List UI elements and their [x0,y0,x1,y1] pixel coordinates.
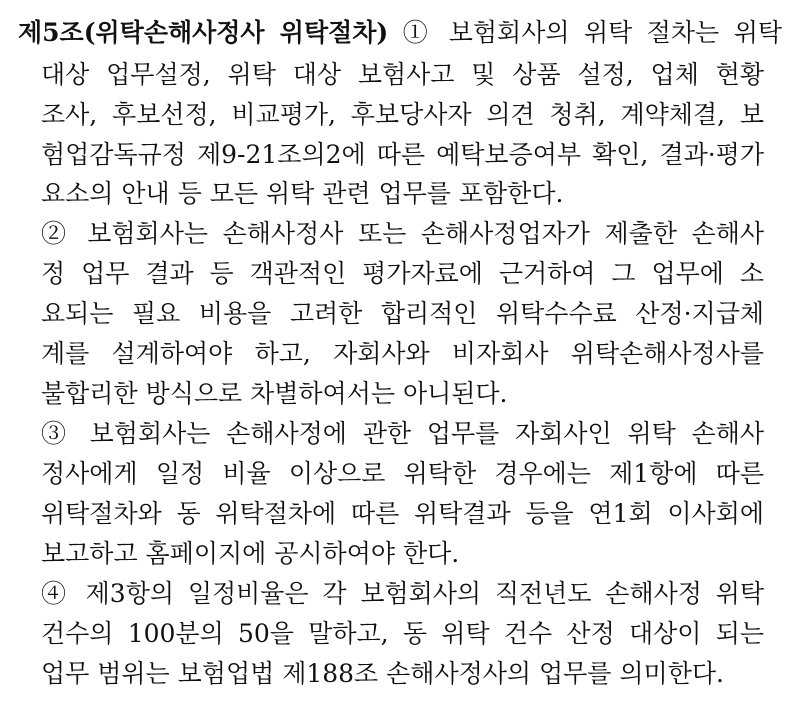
paragraph-3-line-2: 정사에게 일정 비율 이상으로 위탁한 경우에는 제1항에 따른 [41,459,764,488]
paragraph-2-line-4: 계를 설계하여야 하고, 자회사와 비자회사 위탁손해사정사를 [41,339,764,368]
paragraph-1-line-2: 대상 업무설정, 위탁 대상 보험사고 및 상품 설정, 업체 현황 [41,60,764,89]
paragraph-1-line-3: 조사, 후보선정, 비교평가, 후보당사자 의견 청취, 계약체결, 보 [41,100,764,129]
paragraph-1-line-1: ① 보험회사의 위탁 절차는 위탁 [402,18,782,47]
paragraph-1-line-5: 요소의 안내 등 모든 위탁 관련 업무를 포함한다. [41,179,564,208]
paragraph-3-line-3: 위탁절차와 동 위탁절차에 따른 위탁결과 등을 연1회 이사회에 [41,499,764,528]
paragraph-4-line-2: 건수의 100분의 50을 말하고, 동 위탁 건수 산정 대상이 되는 [41,619,764,648]
paragraph-2-line-3: 요되는 필요 비용을 고려한 합리적인 위탁수수료 산정·지급체 [41,299,764,328]
paragraph-2-line-1: ② 보험회사는 손해사정사 또는 손해사정업자가 제출한 손해사 [41,219,764,248]
paragraph-4-line-3: 업무 범위는 보험업법 제188조 손해사정사의 업무를 의미한다. [41,659,724,688]
paragraph-4-line-1: ④ 제3항의 일정비율은 각 보험회사의 직전년도 손해사정 위탁 [41,579,764,608]
paragraph-2-line-2: 정 업무 결과 등 객관적인 평가자료에 근거하여 그 업무에 소 [41,259,764,288]
paragraph-2-line-5: 불합리한 방식으로 차별하여서는 아니된다. [41,379,508,408]
article-first-line [18,13,782,53]
paragraph-3-line-1: ③ 보험회사는 손해사정에 관한 업무를 자회사인 위탁 손해사 [41,419,764,448]
paragraph-1-line-4: 험업감독규정 제9-21조의2에 따른 예탁보증여부 확인, 결과·평가 [41,140,764,169]
paragraph-3-line-4: 보고하고 홈페이지에 공시하여야 한다. [41,539,460,568]
article-title: 제5조(위탁손해사정사 위탁절차) [18,18,389,47]
